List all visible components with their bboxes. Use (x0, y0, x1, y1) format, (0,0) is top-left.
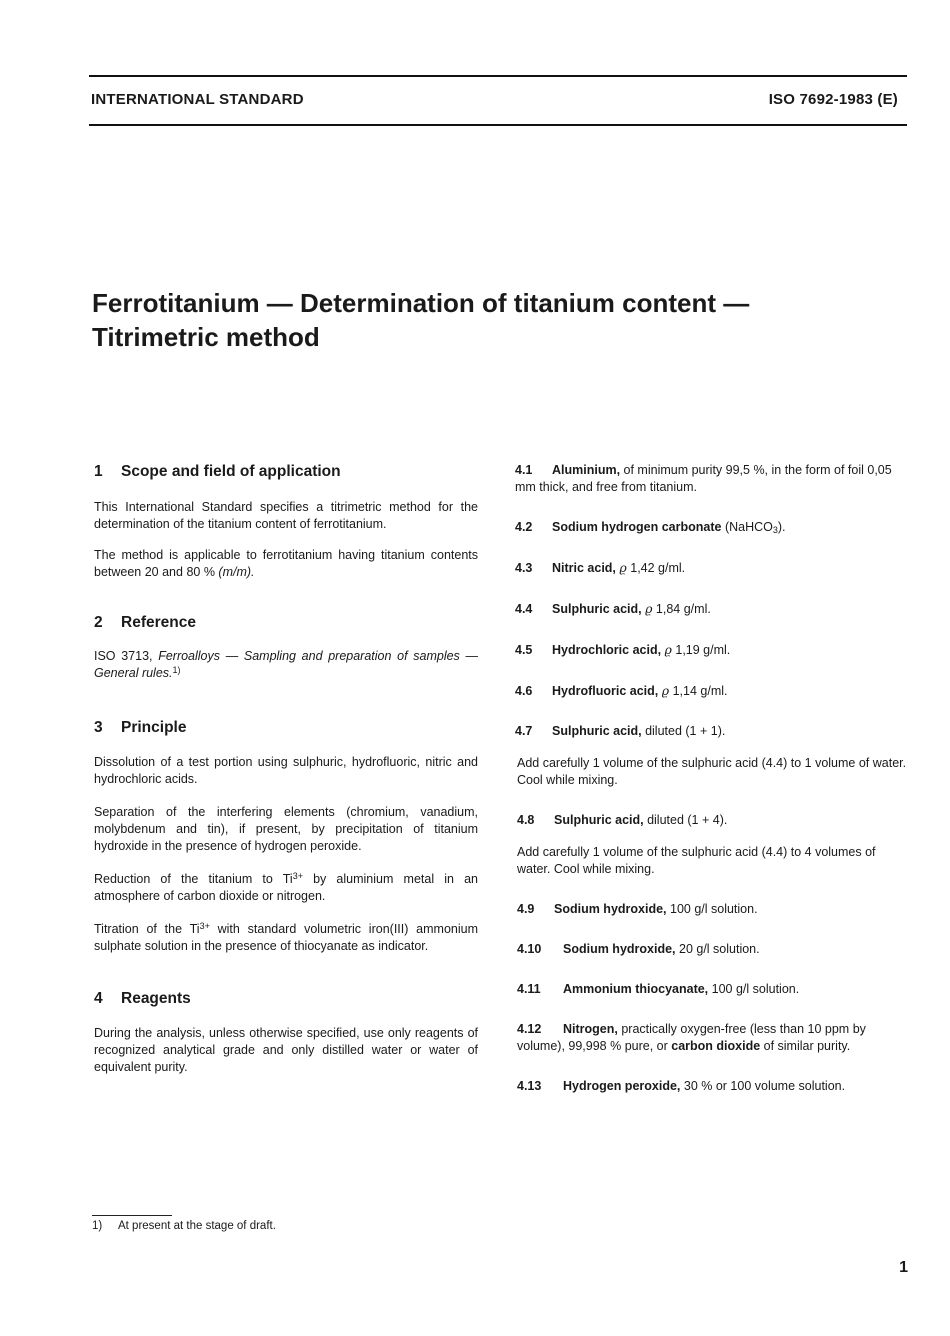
section-3-paragraph-2: Separation of the interfering elements (chromium, vanadium, molybdenum and tin), if present, by precipitation of titanium hydroxide in the presence of hydrogen peroxide. (94, 805, 478, 853)
reagent-4-7: 4.7 Sulphuric acid, diluted (1 + 1). (515, 724, 726, 738)
title-line-2: Titrimetric method (92, 322, 320, 352)
reagent-4-1: 4.1 Aluminium, of minimum purity 99,5 %, in the form of foil 0,05 mm thick, and free from titanium. (515, 463, 892, 494)
section-3-heading: 3 Principle (94, 719, 187, 736)
section-1-paragraph-1: This International Standard specifies a titrimetric method for the determination of the titanium content of ferrotitanium. (94, 500, 478, 531)
reagent-4-3: 4.3 Nitric acid, ϱ 1,42 g/ml. (515, 560, 686, 575)
reagent-4-4: 4.4 Sulphuric acid, ϱ 1,84 g/ml. (515, 601, 711, 616)
reagent-4-6: 4.6 Hydrofluoric acid, ϱ 1,14 g/ml. (515, 683, 728, 698)
footnote: 1) At present at the stage of draft. (92, 1220, 276, 1232)
section-1-paragraph-2: The method is applicable to ferrotitanium having titanium contents between 20 and 80 % (m/m). (94, 548, 478, 579)
header-bottom-rule (89, 124, 907, 126)
document-type-label: INTERNATIONAL STANDARD (91, 91, 304, 108)
reagent-4-13: 4.13 Hydrogen peroxide, 30 % or 100 volume solution. (517, 1079, 846, 1093)
reagent-4-8-note: Add carefully 1 volume of the sulphuric acid (4.4) to 4 volumes of water. Cool while mixing. (517, 845, 876, 876)
left-column (94, 462, 478, 1076)
reagent-4-5: 4.5 Hydrochloric acid, ϱ 1,19 g/ml. (515, 642, 731, 657)
section-4-paragraph-1: During the analysis, unless otherwise specified, use only reagents of recognized analytical grade and only distilled water or water of equivalent purity. (94, 1026, 478, 1074)
footnote-ref: 1) (172, 665, 181, 675)
footnote-separator (92, 1215, 172, 1216)
reagent-4-10: 4.10 Sodium hydroxide, 20 g/l solution. (517, 942, 760, 956)
standard-number: ISO 7692-1983 (E) (768, 91, 898, 108)
reagent-4-2: 4.2 Sodium hydrogen carbonate (NaHCO$_3$). (515, 520, 786, 535)
section-4-heading: 4 Reagents (94, 990, 191, 1007)
reagent-4-8: 4.8 Sulphuric acid, diluted (1 + 4). (517, 813, 728, 827)
reagent-4-12: 4.12 Nitrogen, practically oxygen-free (less than 10 ppm by volume), 99,998 % pure, or carbon dioxide of similar purity. (517, 1022, 866, 1053)
header-top-rule (89, 75, 907, 77)
reagent-4-9: 4.9 Sodium hydroxide, 100 g/l solution. (517, 902, 758, 916)
section-3-paragraph-4: Titration of the $Ti^{3+}$ with standard volumetric iron(III) ammonium sulphate solution in the presence of thiocyanate as indicator. (94, 921, 479, 953)
section-1-heading: 1 Scope and field of application (94, 463, 341, 480)
title-line-1: Ferrotitanium — Determination of titanium content — (92, 288, 750, 318)
page-number: 1 (899, 1259, 908, 1276)
section-3-paragraph-3: Reduction of the titanium to $Ti^{3+}$ by aluminium metal in an atmosphere of carbon dioxide or nitrogen. (94, 871, 478, 903)
document-title (92, 286, 892, 354)
reagent-4-11: 4.11 Ammonium thiocyanate, 100 g/l solution. (517, 982, 800, 996)
right-column (515, 462, 907, 1095)
section-3-paragraph-1: Dissolution of a test portion using sulphuric, hydrofluoric, nitric and hydrochloric acids. (94, 755, 478, 786)
reagent-4-7-note: Add carefully 1 volume of the sulphuric acid (4.4) to 1 volume of water. Cool while mixing. (517, 756, 907, 787)
reference-entry: ISO 3713, Ferroalloys — Sampling and preparation of samples — General rules.$^{1)}$ (94, 649, 478, 680)
section-2-heading: 2 Reference (94, 614, 196, 631)
